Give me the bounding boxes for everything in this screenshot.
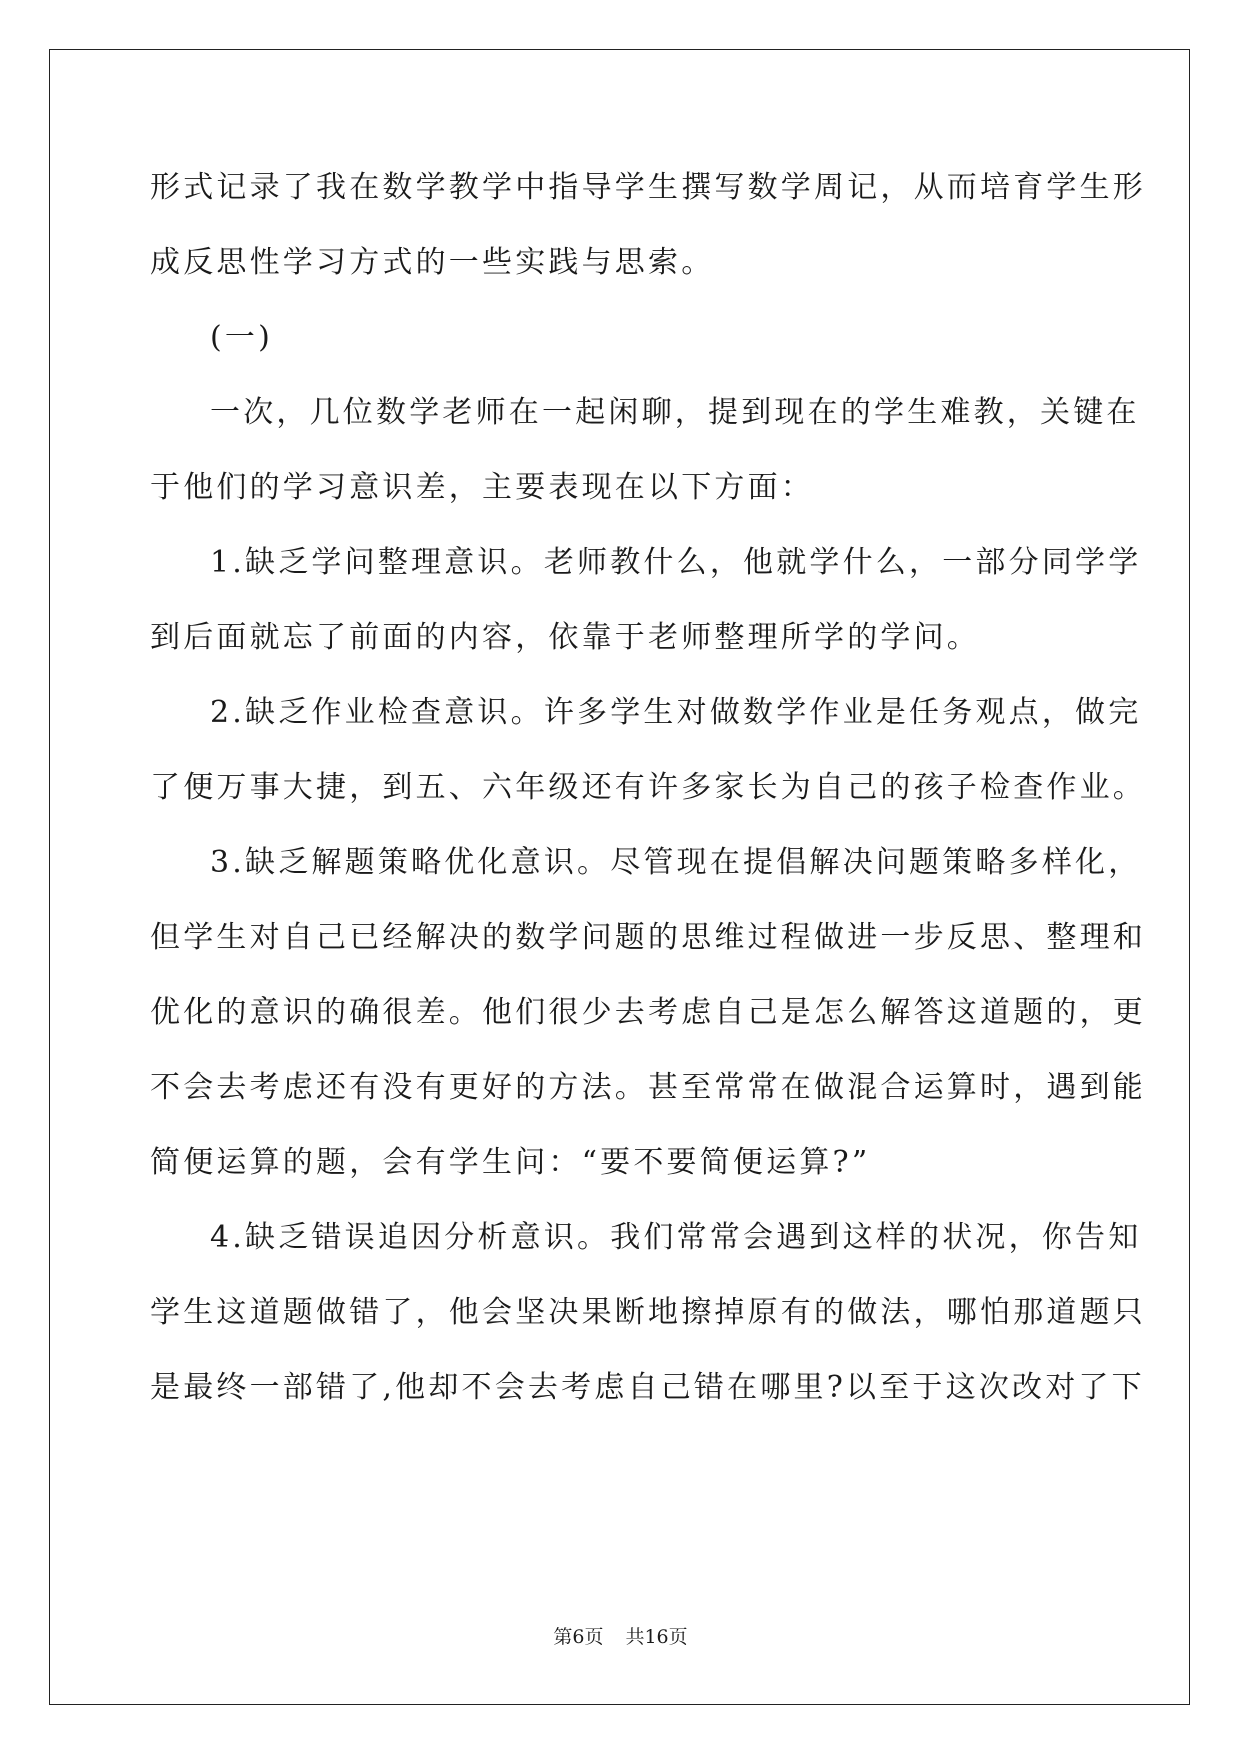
text-line: 成反思性学习方式的一些实践与思索。 bbox=[150, 245, 715, 280]
page-number: 第6页 bbox=[553, 1626, 604, 1648]
text-line: 于他们的学习意识差，主要表现在以下方面： bbox=[150, 470, 814, 505]
text-line: 学生这道题做错了，他会坚决果断地擦掉原有的做法，哪怕那道题只 bbox=[150, 1295, 1146, 1330]
page-footer bbox=[0, 1625, 1241, 1649]
text-line: 是最终一部错了,他却不会去考虑自己错在哪里?以至于这次改对了下 bbox=[150, 1370, 1145, 1405]
text-line: 了便万事大捷，到五、六年级还有许多家长为自己的孩子检查作业。 bbox=[150, 770, 1146, 805]
list-item-1-start: 1.缺乏学问整理意识。老师教什么，他就学什么，一部分同学学 bbox=[210, 545, 1142, 580]
section-heading: (一) bbox=[210, 320, 274, 355]
paragraph-start: 一次，几位数学老师在一起闲聊，提到现在的学生难教，关键在 bbox=[210, 395, 1140, 430]
text-line: 形式记录了我在数学教学中指导学生撰写数学周记，从而培育学生形 bbox=[150, 170, 1146, 205]
text-line: 到后面就忘了前面的内容，依靠于老师整理所学的学问。 bbox=[150, 620, 980, 655]
text-line: 但学生对自己已经解决的数学问题的思维过程做进一步反思、整理和 bbox=[150, 920, 1146, 955]
text-line: 优化的意识的确很差。他们很少去考虑自己是怎么解答这道题的，更 bbox=[150, 995, 1146, 1030]
list-item-2-start: 2.缺乏作业检查意识。许多学生对做数学作业是任务观点，做完 bbox=[210, 695, 1142, 730]
text-line: 简便运算的题，会有学生问：“要不要简便运算?” bbox=[150, 1145, 871, 1180]
text-line: 不会去考虑还有没有更好的方法。甚至常常在做混合运算时，遇到能 bbox=[150, 1070, 1146, 1105]
list-item-3-start: 3.缺乏解题策略优化意识。尽管现在提倡解决问题策略多样化， bbox=[210, 845, 1142, 880]
list-item-4-start: 4.缺乏错误追因分析意识。我们常常会遇到这样的状况，你告知 bbox=[210, 1220, 1142, 1255]
page-total: 共16页 bbox=[625, 1626, 688, 1648]
